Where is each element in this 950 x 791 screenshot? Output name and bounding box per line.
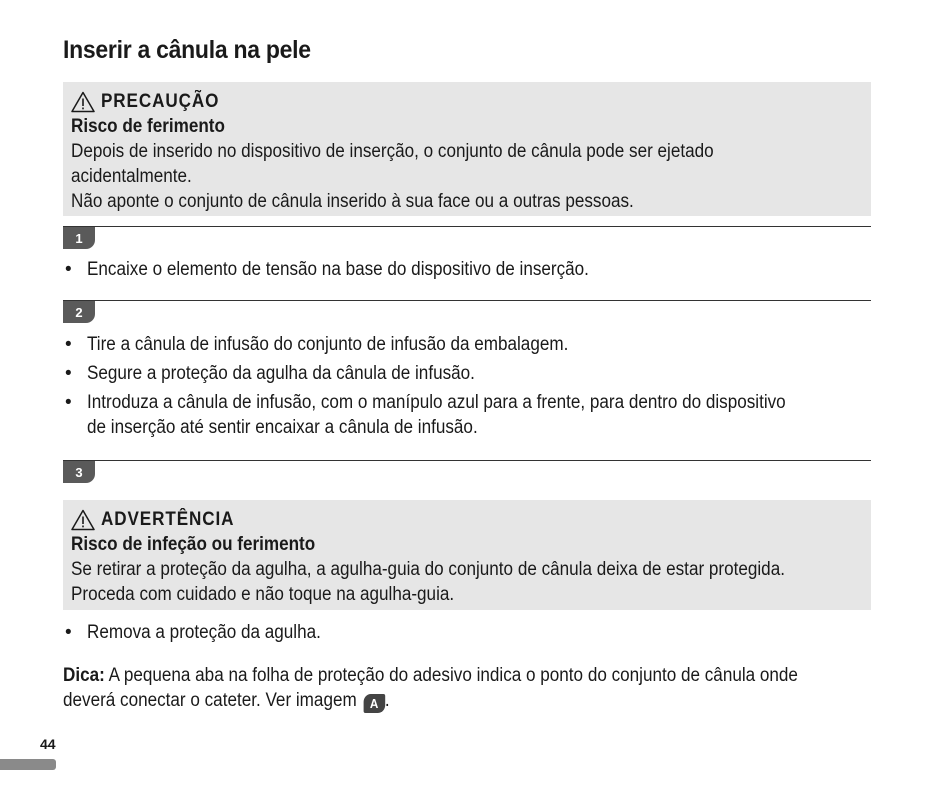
step-divider bbox=[63, 460, 871, 461]
warning-box bbox=[63, 500, 871, 610]
caution-text-line: Depois de inserido no dispositivo de inserção, o conjunto de cânula pode ser ejetado bbox=[71, 141, 714, 162]
bullet-item bbox=[63, 620, 871, 645]
bullet-item bbox=[63, 390, 871, 440]
caution-text-line: Não aponte o conjunto de cânula inserido à sua face ou a outras pessoas. bbox=[71, 191, 634, 212]
bullet-text: • Introduza a cânula de infusão, com o manípulo azul para a frente, para dentro do dispositivo bbox=[87, 392, 786, 413]
warning-header bbox=[71, 508, 863, 532]
step-header-2 bbox=[63, 300, 871, 326]
tip-end: . bbox=[384, 690, 390, 711]
step-number-badge: 3 bbox=[63, 461, 95, 483]
warning-text-line: Se retirar a proteção da agulha, a agulha-guia do conjunto de cânula deixa de estar protegida. bbox=[71, 559, 785, 580]
page-tab-marker bbox=[0, 759, 56, 770]
page-title: Inserir a cânula na pele bbox=[63, 36, 311, 64]
caution-header bbox=[71, 90, 863, 114]
page-number: 44 bbox=[40, 736, 56, 752]
step-number-badge: 1 bbox=[63, 227, 95, 249]
tip-text: deverá conectar o cateter. Ver imagem bbox=[63, 690, 357, 711]
warning-triangle-icon bbox=[71, 91, 95, 113]
step-header-1 bbox=[63, 226, 871, 252]
tip-line-1 bbox=[63, 663, 798, 688]
bullet-text: Encaixe o elemento de tensão na base do dispositivo de inserção. bbox=[87, 259, 589, 280]
bullet-item bbox=[63, 361, 871, 386]
step-2-bullets bbox=[63, 332, 871, 444]
step-divider bbox=[63, 300, 871, 301]
step-divider bbox=[63, 226, 871, 227]
warning-subtitle: Risco de infeção ou ferimento bbox=[71, 534, 316, 555]
step-number-badge: 2 bbox=[63, 301, 95, 323]
bullet-text: de inserção até sentir encaixar a cânula de infusão. bbox=[87, 417, 478, 438]
step-1-bullets bbox=[63, 257, 871, 286]
step-header-3 bbox=[63, 460, 871, 486]
caution-box bbox=[63, 82, 871, 216]
caution-label: PRECAUÇÃO bbox=[101, 91, 220, 112]
bullet-text: Remova a proteção da agulha. bbox=[87, 622, 321, 643]
warning-triangle-icon bbox=[71, 509, 95, 531]
warning-text-line: Proceda com cuidado e não toque na agulha-guia. bbox=[71, 584, 455, 605]
bullet-text: Segure a proteção da agulha da cânula de infusão. bbox=[87, 363, 475, 384]
tip-text: A pequena aba na folha de proteção do adesivo indica o ponto do conjunto de cânula onde bbox=[108, 665, 798, 686]
warning-label: ADVERTÊNCIA bbox=[101, 509, 235, 530]
bullet-item bbox=[63, 257, 871, 282]
caution-text-line: acidentalmente. bbox=[71, 166, 192, 187]
step-3-bullets bbox=[63, 620, 871, 649]
tip-paragraph bbox=[63, 663, 871, 713]
image-a-badge-icon: A bbox=[363, 694, 385, 713]
caution-subtitle: Risco de ferimento bbox=[71, 116, 225, 137]
bullet-item bbox=[63, 332, 871, 357]
tip-label: Dica: bbox=[63, 665, 105, 686]
bullet-text: Tire a cânula de infusão do conjunto de infusão da embalagem. bbox=[87, 334, 569, 355]
tip-line-2 bbox=[63, 688, 790, 713]
